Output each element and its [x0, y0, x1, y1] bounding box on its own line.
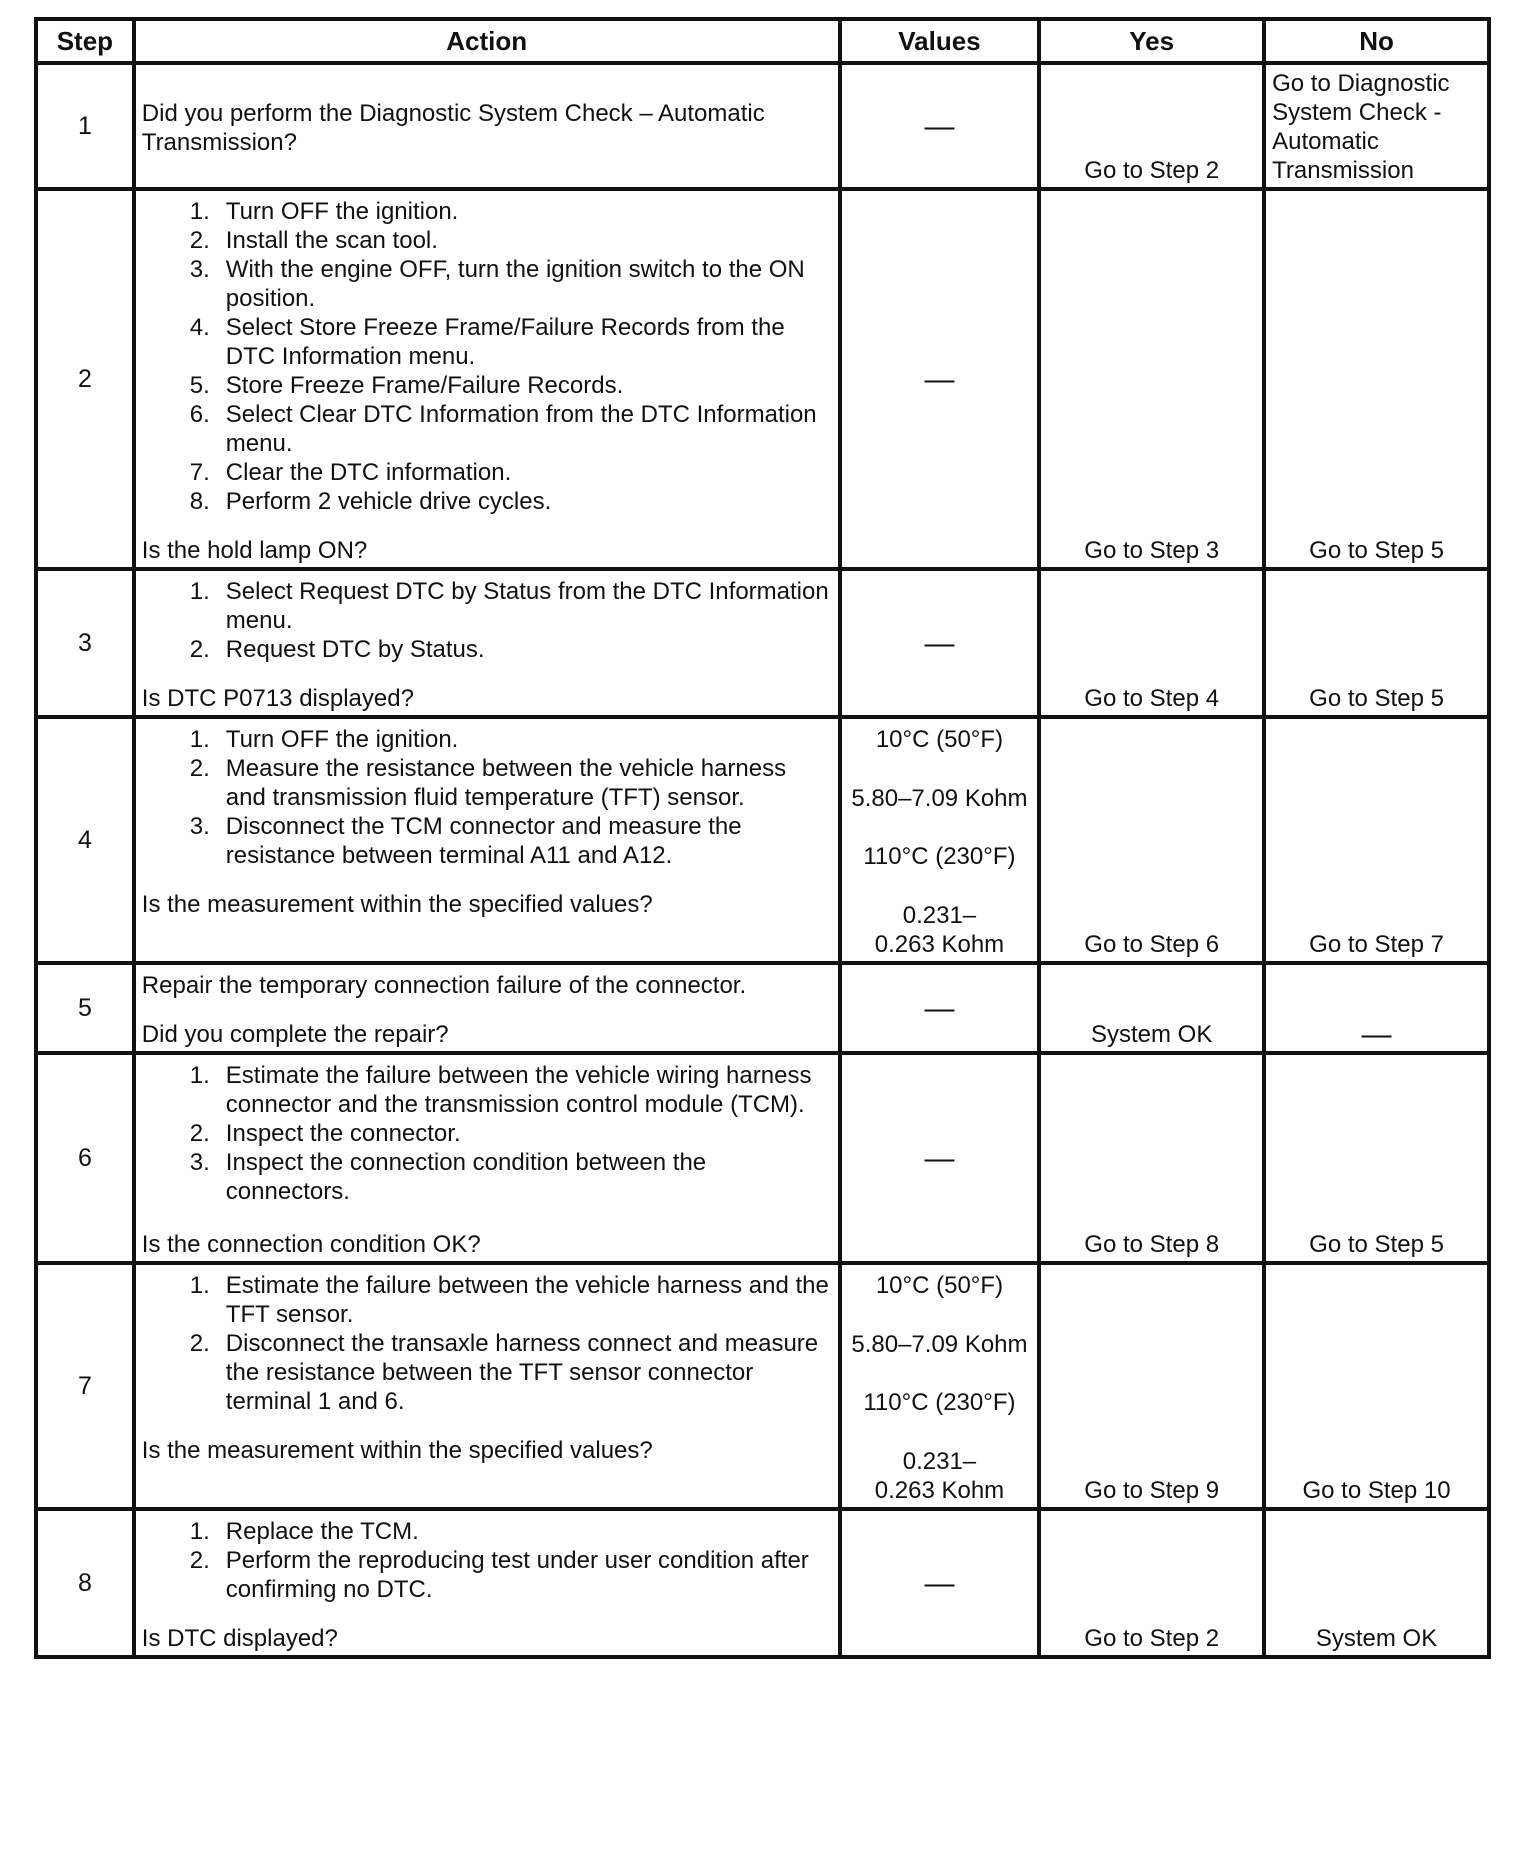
procedure-list	[142, 197, 832, 516]
value-resistance-high: 0.231–0.263 Kohm	[874, 1447, 1005, 1504]
header-step: Step	[36, 19, 134, 63]
procedure-item: 1. Turn OFF the ignition.	[189, 198, 459, 225]
no-cell: Go to Step 5	[1264, 1053, 1489, 1263]
value-temp-low: 10°C (50°F)	[875, 1272, 1004, 1299]
action-cell	[134, 1263, 840, 1509]
yes-cell: Go to Step 3	[1039, 189, 1264, 569]
yes-cell: Go to Step 9	[1039, 1263, 1264, 1509]
procedure-item: 5. Store Freeze Frame/Failure Records.	[189, 372, 624, 399]
procedure-item: 2. Install the scan tool.	[189, 227, 438, 254]
procedure-item: 1. Select Request DTC by Status from the DTC Information menu.	[189, 578, 829, 634]
procedure-list	[142, 725, 832, 870]
procedure-item: 3. Disconnect the TCM connector and measure the resistance between terminal A11 and A12.	[189, 813, 742, 869]
value-resistance-low: 5.80–7.09 Kohm	[851, 784, 1028, 812]
action-cell	[134, 569, 840, 717]
question-text: Is the measurement within the specified values?	[141, 891, 653, 918]
no-cell: Go to Step 7	[1264, 717, 1489, 963]
action-cell	[134, 189, 840, 569]
values-cell	[840, 717, 1040, 963]
table-row	[36, 1509, 1489, 1657]
procedure-item: 3. Inspect the connection condition between the connectors.	[189, 1149, 707, 1205]
procedure-item: 3. With the engine OFF, turn the ignition switch to the ON position.	[189, 256, 805, 312]
values-cell: —	[840, 189, 1040, 569]
action-cell	[134, 963, 840, 1053]
step-number: 3	[36, 569, 134, 717]
yes-cell: System OK	[1039, 963, 1264, 1053]
header-row	[36, 19, 1489, 63]
no-cell: System OK	[1264, 1509, 1489, 1657]
procedure-list	[142, 1517, 832, 1604]
values-cell: —	[840, 963, 1040, 1053]
procedure-item: 1. Estimate the failure between the vehicle wiring harness connector and the transmission control module (TCM).	[189, 1062, 812, 1118]
values-cell: —	[840, 569, 1040, 717]
procedure-list	[142, 577, 832, 664]
yes-cell: Go to Step 2	[1039, 1509, 1264, 1657]
values-cell	[840, 1263, 1040, 1509]
procedure-item: 7. Clear the DTC information.	[189, 459, 512, 486]
action-text: Did you perform the Diagnostic System Check – Automatic Transmission?	[141, 100, 765, 156]
procedure-item: 1. Estimate the failure between the vehicle harness and the TFT sensor.	[189, 1272, 829, 1328]
yes-cell: Go to Step 4	[1039, 569, 1264, 717]
yes-cell: Go to Step 2	[1039, 63, 1264, 189]
step-number: 5	[36, 963, 134, 1053]
table-row	[36, 569, 1489, 717]
procedure-item: 1. Replace the TCM.	[189, 1518, 419, 1545]
header-yes: Yes	[1039, 19, 1264, 63]
question-text: Is the connection condition OK?	[141, 1231, 481, 1258]
diagnostic-table	[34, 17, 1491, 1659]
table-row	[36, 963, 1489, 1053]
table-row	[36, 717, 1489, 963]
procedure-list	[142, 1271, 832, 1416]
value-resistance-high: 0.231–0.263 Kohm	[874, 901, 1005, 958]
values-cell: —	[840, 1509, 1040, 1657]
no-cell: Go to Step 10	[1264, 1263, 1489, 1509]
no-cell: Go to Diagnostic System Check - Automatic Transmission	[1264, 63, 1489, 189]
step-number: 6	[36, 1053, 134, 1263]
question-text: Is DTC displayed?	[141, 1625, 338, 1652]
procedure-item: 2. Request DTC by Status.	[189, 636, 485, 663]
yes-cell: Go to Step 6	[1039, 717, 1264, 963]
action-text: Repair the temporary connection failure of the connector.	[141, 972, 747, 999]
no-cell: Go to Step 5	[1264, 569, 1489, 717]
procedure-item: 4. Select Store Freeze Frame/Failure Records from the DTC Information menu.	[189, 314, 785, 370]
values-cell: —	[840, 63, 1040, 189]
action-cell	[134, 63, 840, 189]
step-number: 7	[36, 1263, 134, 1509]
action-cell	[134, 717, 840, 963]
table-row	[36, 63, 1489, 189]
procedure-item: 6. Select Clear DTC Information from the DTC Information menu.	[189, 401, 817, 457]
procedure-item: 2. Disconnect the transaxle harness connect and measure the resistance between the TFT sensor connector terminal 1 and 6.	[189, 1330, 819, 1415]
header-values: Values	[840, 19, 1040, 63]
no-cell: Go to Step 5	[1264, 189, 1489, 569]
procedure-item: 8. Perform 2 vehicle drive cycles.	[189, 488, 552, 515]
procedure-item: 2. Perform the reproducing test under user condition after confirming no DTC.	[189, 1547, 809, 1603]
no-cell: —	[1264, 963, 1489, 1053]
step-number: 4	[36, 717, 134, 963]
question-text: Is the hold lamp ON?	[141, 537, 368, 564]
action-cell	[134, 1509, 840, 1657]
procedure-list	[142, 1061, 832, 1206]
procedure-item: 1. Turn OFF the ignition.	[189, 726, 459, 753]
question-text: Is DTC P0713 displayed?	[141, 685, 414, 712]
step-number: 2	[36, 189, 134, 569]
question-text: Did you complete the repair?	[141, 1021, 449, 1048]
header-action: Action	[134, 19, 840, 63]
action-cell	[134, 1053, 840, 1263]
table-row	[36, 189, 1489, 569]
procedure-item: 2. Measure the resistance between the vehicle harness and transmission fluid temperature (TFT) sensor.	[189, 755, 787, 811]
value-temp-high: 110°C (230°F)	[863, 1389, 1016, 1417]
step-number: 1	[36, 63, 134, 189]
table-row	[36, 1053, 1489, 1263]
value-resistance-low: 5.80–7.09 Kohm	[851, 1330, 1028, 1358]
value-temp-low: 10°C (50°F)	[875, 726, 1004, 753]
table-row	[36, 1263, 1489, 1509]
value-temp-high: 110°C (230°F)	[863, 843, 1016, 871]
header-no: No	[1264, 19, 1489, 63]
procedure-item: 2. Inspect the connector.	[189, 1120, 461, 1147]
step-number: 8	[36, 1509, 134, 1657]
question-text: Is the measurement within the specified values?	[141, 1437, 653, 1464]
values-cell: —	[840, 1053, 1040, 1263]
yes-cell: Go to Step 8	[1039, 1053, 1264, 1263]
